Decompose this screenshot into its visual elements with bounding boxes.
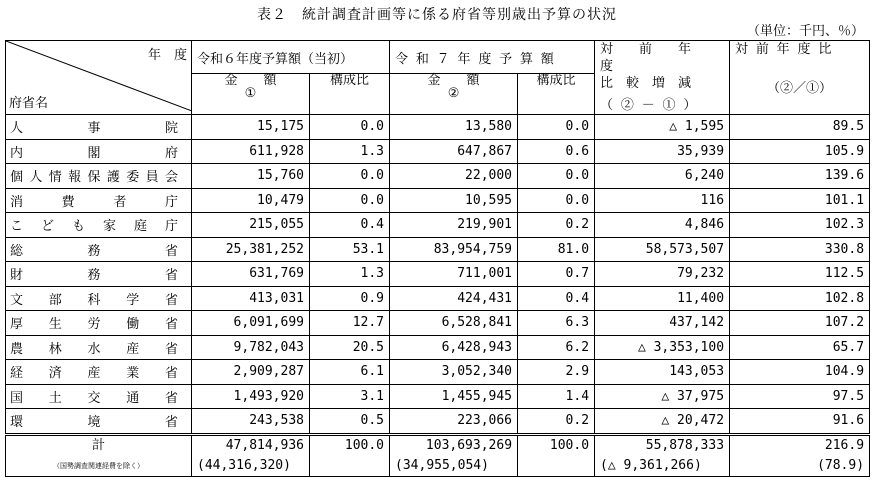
excl-r7-ratio — [518, 455, 595, 477]
yoy-change: △ 1,595 — [595, 115, 730, 140]
yoy-ratio-formula: （②／①） — [767, 81, 833, 96]
corner-header-cell — [6, 41, 192, 115]
r6-amount: 215,055 — [192, 213, 310, 238]
r6-amount: 2,909,287 — [192, 360, 310, 385]
r7-amount: 22,000 — [390, 164, 518, 189]
excl-r6-ratio — [310, 455, 390, 477]
r7-ratio: 6.3 — [518, 311, 595, 336]
r6-amount-label: 金 額 — [224, 73, 277, 89]
ministry-name: 国土交通省 — [6, 384, 192, 409]
r7-ratio: 0.2 — [518, 409, 595, 435]
r6-amount: 9,782,043 — [192, 335, 310, 360]
total-yoy-change: 55,878,333 — [595, 434, 730, 455]
r6-amount: 611,928 — [192, 139, 310, 164]
r6-ratio: 1.3 — [310, 262, 390, 287]
yoy-ratio: 97.5 — [730, 384, 870, 409]
r6-amount: 25,381,252 — [192, 237, 310, 262]
ministry-name: 総務省 — [6, 237, 192, 262]
table-row — [6, 311, 870, 336]
ministry-name: 環境省 — [6, 409, 192, 435]
table-row — [6, 335, 870, 360]
table-row — [6, 237, 870, 262]
r6-ratio: 0.5 — [310, 409, 390, 435]
r6-ratio: 3.1 — [310, 384, 390, 409]
r6-amount: 15,175 — [192, 115, 310, 140]
r6-ratio: 0.4 — [310, 213, 390, 238]
r6-amount: 6,091,699 — [192, 311, 310, 336]
table-row — [6, 409, 870, 435]
r7-amount-label: 金 額 — [427, 73, 480, 89]
r7-ratio: 0.0 — [518, 115, 595, 140]
yoy-change: 4,846 — [595, 213, 730, 238]
r6-amount: 10,479 — [192, 188, 310, 213]
r6-ratio: 1.3 — [310, 139, 390, 164]
r7-amount: 6,428,943 — [390, 335, 518, 360]
yoy-change: 58,573,507 — [595, 237, 730, 262]
yoy-ratio: 112.5 — [730, 262, 870, 287]
r7-ratio: 2.9 — [518, 360, 595, 385]
r7-ratio: 0.4 — [518, 286, 595, 311]
yoy-ratio: 105.9 — [730, 139, 870, 164]
r7-amount: 10,595 — [390, 188, 518, 213]
r7-ratio: 0.2 — [518, 213, 595, 238]
total-r6-ratio: 100.0 — [310, 434, 390, 455]
yoy-change: 35,939 — [595, 139, 730, 164]
yoy-ratio-header — [730, 41, 870, 115]
ministry-name: 経済産業省 — [6, 360, 192, 385]
ministry-name: 人事院 — [6, 115, 192, 140]
r7-amount: 711,001 — [390, 262, 518, 287]
r6-ratio: 53.1 — [310, 237, 390, 262]
yoy-change: 437,142 — [595, 311, 730, 336]
excl-census-label — [6, 455, 192, 477]
r6-amount: 631,769 — [192, 262, 310, 287]
r7-amount: 647,867 — [390, 139, 518, 164]
total-label: 計 — [6, 434, 192, 455]
ministry-name: 内閣府 — [6, 139, 192, 164]
yoy-ratio: 107.2 — [730, 311, 870, 336]
yoy-change: 6,240 — [595, 164, 730, 189]
ministry-name: 厚生労働省 — [6, 311, 192, 336]
table-row — [6, 262, 870, 287]
total-yoy-ratio: 216.9 — [730, 434, 870, 455]
yoy-ratio: 89.5 — [730, 115, 870, 140]
table-row — [6, 213, 870, 238]
table-title: 表２ 統計調査計画等に係る府省等別歳出予算の状況 — [257, 7, 617, 23]
table-row — [6, 115, 870, 140]
r7-amount: 219,901 — [390, 213, 518, 238]
ministry-name: 財務省 — [6, 262, 192, 287]
r7-amount: 424,431 — [390, 286, 518, 311]
r6-ratio: 0.9 — [310, 286, 390, 311]
r7-amount: 83,954,759 — [390, 237, 518, 262]
yoy-ratio-label: 対 前 年 度 比 — [735, 42, 832, 57]
r6-ratio-header: 構成比 — [310, 74, 390, 115]
r6-ratio: 0.0 — [310, 188, 390, 213]
table-row — [6, 360, 870, 385]
ministry-name: 消費者庁 — [6, 188, 192, 213]
r7-amount-header — [390, 74, 518, 115]
total-excl-row — [6, 455, 870, 477]
r6-ratio: 6.1 — [310, 360, 390, 385]
r7-budget-header: 令 和 ７ 年 度 予 算 額 — [390, 41, 595, 74]
excl-census-text: （国勢調査関連経費を除く） — [53, 461, 144, 470]
yoy-change-header — [595, 41, 730, 115]
yoy-ratio: 101.1 — [730, 188, 870, 213]
r6-amount: 413,031 — [192, 286, 310, 311]
r7-amount: 1,455,945 — [390, 384, 518, 409]
table-row — [6, 164, 870, 189]
yoy-change: △ 3,353,100 — [595, 335, 730, 360]
yoy-change: 116 — [595, 188, 730, 213]
r6-ratio: 12.7 — [310, 311, 390, 336]
r6-amount: 1,493,920 — [192, 384, 310, 409]
excl-yoy-ratio: (78.9) — [730, 455, 870, 477]
r7-ratio: 81.0 — [518, 237, 595, 262]
yoy-ratio: 91.6 — [730, 409, 870, 435]
r6-amount: 15,760 — [192, 164, 310, 189]
yoy-ratio: 330.8 — [730, 237, 870, 262]
total-r6-amount: 47,814,936 — [192, 434, 310, 455]
yoy-change: △ 20,472 — [595, 409, 730, 435]
ministry-header-label: 府省名 — [9, 96, 49, 111]
r6-budget-header: 令和６年度予算額（当初） — [192, 41, 390, 74]
ministry-name: 文部科学省 — [6, 286, 192, 311]
unit-note: （単位：千円、％） — [746, 24, 864, 39]
r7-ratio-header: 構成比 — [518, 74, 595, 115]
yoy-ratio: 104.9 — [730, 360, 870, 385]
yoy-ratio: 65.7 — [730, 335, 870, 360]
r7-amount: 223,066 — [390, 409, 518, 435]
r6-ratio: 20.5 — [310, 335, 390, 360]
r7-ratio: 0.6 — [518, 139, 595, 164]
total-r7-ratio: 100.0 — [518, 434, 595, 455]
excl-yoy-change: (△ 9,361,266) — [595, 455, 730, 477]
r7-amount: 3,052,340 — [390, 360, 518, 385]
ministry-name: こども家庭庁 — [6, 213, 192, 238]
r7-ratio: 0.0 — [518, 164, 595, 189]
r7-amount: 6,528,841 — [390, 311, 518, 336]
r7-ratio: 6.2 — [518, 335, 595, 360]
yoy-ratio: 139.6 — [730, 164, 870, 189]
year-header-label: 年 度 — [147, 48, 187, 63]
table-row — [6, 139, 870, 164]
table-row — [6, 286, 870, 311]
total-r7-amount: 103,693,269 — [390, 434, 518, 455]
r7-ratio: 0.7 — [518, 262, 595, 287]
yoy-ratio: 102.3 — [730, 213, 870, 238]
yoy-change-formula: （ ② － ① ） — [600, 98, 697, 113]
r6-ratio: 0.0 — [310, 164, 390, 189]
excl-r7-amount: (34,955,054) — [390, 455, 518, 477]
r7-ratio: 1.4 — [518, 384, 595, 409]
yoy-change: 143,053 — [595, 360, 730, 385]
yoy-change: 11,400 — [595, 286, 730, 311]
r7-ratio: 0.0 — [518, 188, 595, 213]
yoy-ratio: 102.8 — [730, 286, 870, 311]
total-row — [6, 434, 870, 455]
r6-amount-header — [192, 74, 310, 115]
yoy-change: △ 37,975 — [595, 384, 730, 409]
r6-amount: 243,538 — [192, 409, 310, 435]
excl-r6-amount: (44,316,320) — [192, 455, 310, 477]
yoy-change-line2: 比 較 増 減 — [600, 76, 692, 91]
table-row — [6, 384, 870, 409]
r6-mark: ① — [244, 86, 257, 102]
table-row — [6, 188, 870, 213]
r6-ratio: 0.0 — [310, 115, 390, 140]
budget-table — [5, 40, 870, 477]
ministry-name: 個人情報保護委員会 — [6, 164, 192, 189]
ministry-name: 農林水産省 — [6, 335, 192, 360]
yoy-change: 79,232 — [595, 262, 730, 287]
yoy-change-line1: 対 前 年 度 — [600, 42, 718, 74]
r7-mark: ② — [447, 86, 460, 102]
r7-amount: 13,580 — [390, 115, 518, 140]
